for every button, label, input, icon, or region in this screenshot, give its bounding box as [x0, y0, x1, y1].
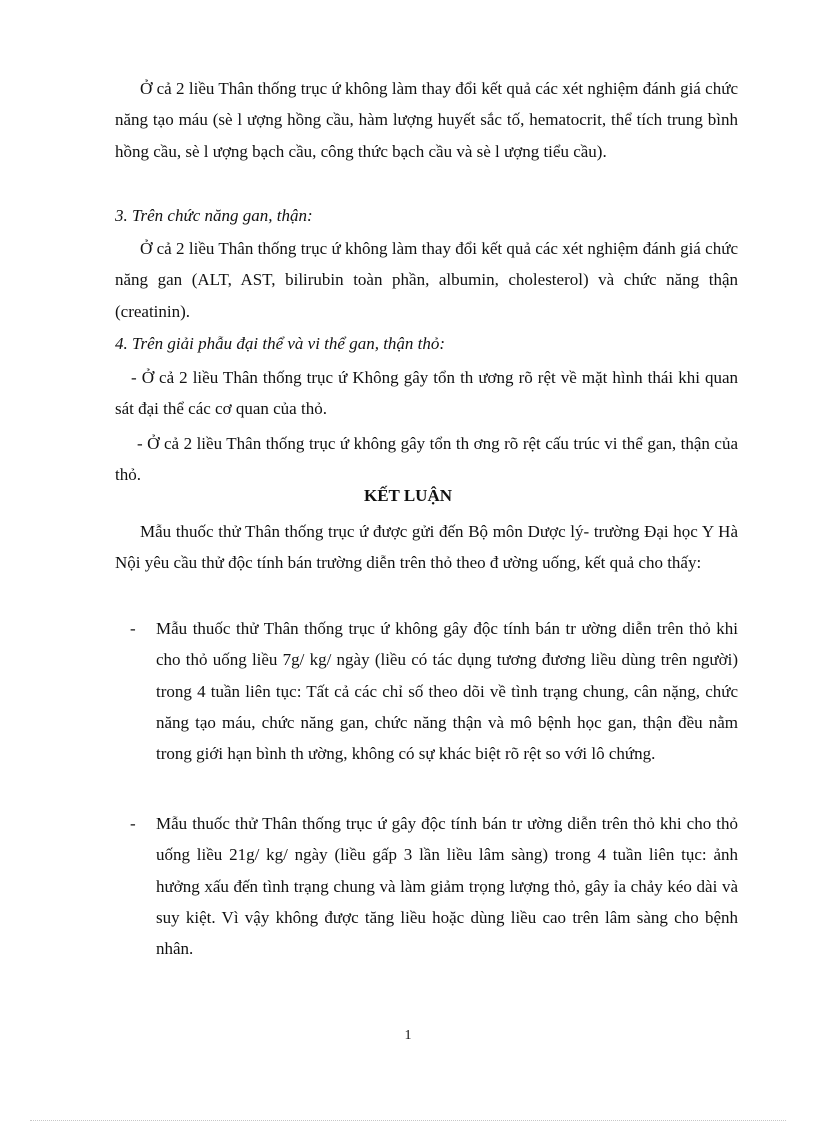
- conclusion-bullet-low-dose: Mẫu thuốc thử Thân thống trục ứ không gây độc tính bán tr ường diễn trên thỏ khi cho thỏ uống liều 7g/ kg/ ngày (liều có tác dụng tương đương liều dùng trên người) trong 4 tuần liên tục: Tất cả các chỉ số theo dõi về tình trạng chung, cân nặng, chức năng tạo máu, chức năng gan, chức năng thận và mô bệnh học gan, thận đều nằm trong giới hạn bình th ường, không có sự khác biệt rõ rệt so với lô chứng.: [156, 619, 738, 764]
- page-bottom-divider: [30, 1120, 786, 1121]
- conclusion-intro: Mẫu thuốc thử Thân thống trục ứ được gửi đến Bộ môn Dược lý- trường Đại học Y Hà Nội yêu cầu thử độc tính bán trường diễn trên thỏ theo đ ường uống, kết quả cho thấy:: [115, 522, 738, 573]
- paragraph-macroscopic: - Ở cả 2 liều Thân thống trục ứ Không gây tổn th ương rõ rệt về mặt hình thái khi quan sát đại thể các cơ quan của thỏ.: [115, 368, 738, 419]
- section-heading-liver-kidney: 3. Trên chức năng gan, thận:: [115, 206, 313, 225]
- bullet-marker: -: [130, 619, 136, 638]
- paragraph-hematology: Ở cả 2 liều Thân thống trục ứ không làm thay đổi kết quả các xét nghiệm đánh giá chức năng tạo máu (sè l ượng hồng cầu, hàm lượng huyết sắc tố, hematocrit, thể tích trung bình hồng cầu, sè l ượng bạch cầu, công thức bạch cầu và sè l ượng tiểu cầu).: [115, 79, 738, 161]
- conclusion-bullet-high-dose: Mẫu thuốc thử Thân thống trục ứ gây độc tính bán tr ường diễn trên thỏ khi cho thỏ uống liều 21g/ kg/ ngày (liều gấp 3 lần liều lâm sàng) trong 4 tuần liên tục: ảnh hưởng xấu đến tình trạng chung và làm giảm trọng lượng thỏ, gây ỉa chảy kéo dài và suy kiệt. Vì vậy không được tăng liều hoặc dùng liều cao trên lâm sàng cho bệnh nhân.: [156, 814, 738, 959]
- paragraph-liver-kidney: Ở cả 2 liều Thân thống trục ứ không làm thay đổi kết quả các xét nghiệm đánh giá chức năng gan (ALT, AST, bilirubin toàn phần, albumin, cholesterol) và chức năng thận (creatinin).: [115, 239, 738, 321]
- paragraph-microscopic: - Ở cả 2 liều Thân thống trục ứ không gây tổn th ơng rõ rệt cấu trúc vi thể gan, thận của thỏ.: [115, 434, 738, 485]
- bullet-marker: -: [130, 814, 136, 833]
- section-heading-anatomy: 4. Trên giải phẫu đại thể và vi thể gan, thận thỏ:: [115, 334, 446, 353]
- page-number: 1: [404, 1028, 412, 1043]
- conclusion-title: KẾT LUẬN: [363, 486, 452, 505]
